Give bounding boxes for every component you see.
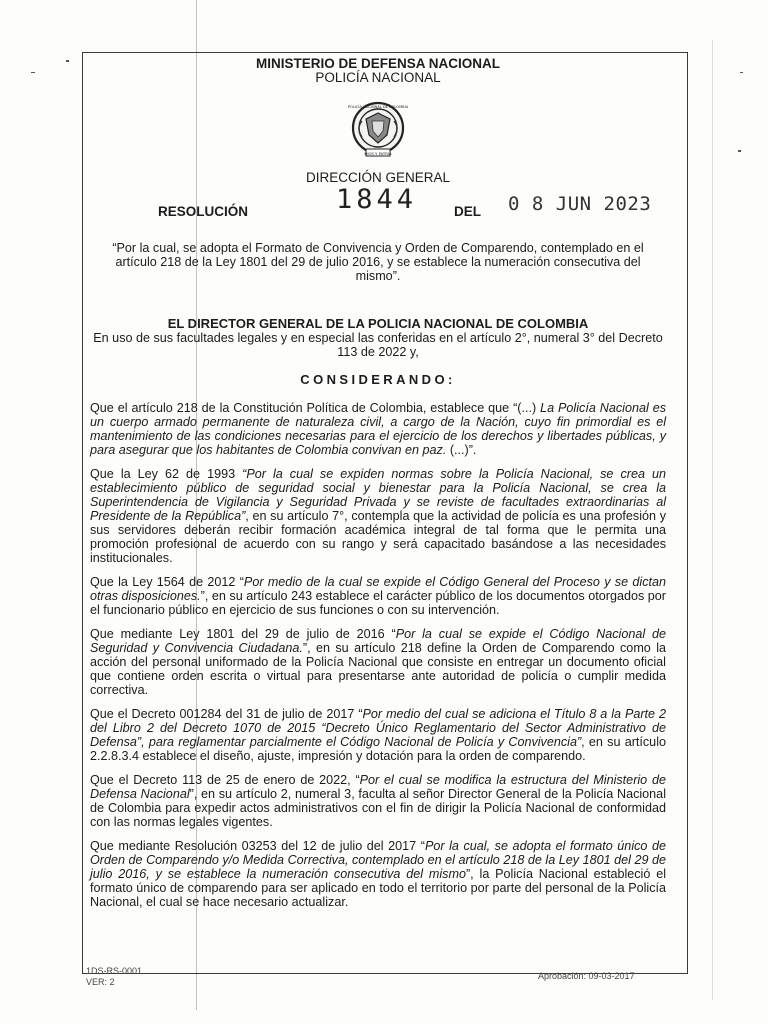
considerando-heading: CONSIDERANDO: [300, 372, 456, 387]
paragraph-text: Que el Decreto 113 de 25 de enero de 2022, “ [90, 773, 360, 787]
document-body [90, 55, 666, 909]
scan-speck [738, 150, 741, 152]
scan-artifact-line [712, 40, 713, 1000]
paragraph-text: ”, en su artículo 243 establece el carácter público de los documentos otorgados por el funcionario público en ejercicio de sus funciones o con su intervención. [90, 589, 666, 617]
paragraph-text: , en su artículo 7°, contempla que la actividad de policía es una profesión y sus servidores deberán recibir formación académica integral de tal forma que le permita una promoción profesional de acuerdo con su rango y será capacitado basándose a las necesidades institucionales. [90, 509, 666, 565]
paragraph-quote: Por medio del cual se adiciona el Título 8 a la Parte 2 del Libro 2 del Decreto 1070 de 2015 “Decreto Único Reglamentario del Sector Administrativo de Defensa”, para reglamentar parcialmente el Código Nacional de Policía y Convivencia” [90, 707, 666, 749]
form-code: 1DS-RS-0001 [86, 966, 143, 976]
form-version: VER: 2 [86, 977, 115, 987]
paragraph-quote: Por la cual se expide el Código Nacional de Seguridad y Convivencia Ciudadana. [90, 627, 666, 655]
ministry-title: MINISTERIO DE DEFENSA NACIONAL [255, 56, 500, 71]
paragraph-quote: Por el cual se modifica la estructura del Ministerio de Defensa Nacional [90, 773, 666, 801]
paragraph-quote: Por medio de la cual se expide el Código General del Proceso y se dictan otras disposiciones. [90, 575, 666, 603]
paragraph-text: Que el Decreto 001284 del 31 de julio de 2017 “ [90, 707, 363, 721]
paragraph-text: , en su artículo 2.2.8.3.4 establece el diseño, ajuste, impresión y dotación para la orden de comparendo. [90, 735, 666, 763]
scan-speck [31, 72, 35, 73]
paragraph-text: Que la Ley 1564 de 2012 “ [90, 575, 244, 589]
director-title: EL DIRECTOR GENERAL DE LA POLICIA NACIONAL DE COLOMBIA [167, 316, 589, 331]
police-seal-icon [342, 97, 414, 161]
paragraph [90, 773, 666, 829]
paragraph [90, 627, 666, 697]
paragraph-quote: Por la cual, se adopta el formato único de Orden de Comparendo y/o Medida Correctiva, contemplado en el artículo 218 de la Ley 1801 del 29 de julio 2016, y se establece la numeración consecutiva del mismo [90, 839, 666, 881]
policia-subtitle: POLICÍA NACIONAL [315, 70, 441, 85]
paragraph-text: ”, en su artículo 218 define la Orden de Comparendo como la acción del personal uniformado de la Policía Nacional que consiste en entregar un documento oficial que contiene orden escrita o virtual para presentarse ante autoridad de policía o cumplir medida correctiva. [90, 641, 666, 697]
resolution-subject: “Por la cual, se adopta el Formato de Convivencia y Orden de Comparendo, contemplado en el artículo 218 de la Ley 1801 del 29 de julio 2016, y se establece la numeración consecutiva del mismo”. [112, 241, 644, 283]
paragraph-text: ”, en su artículo 2, numeral 3, faculta al señor Director General de la Policía Nacional de Colombia para expedir actos administrativos con el fin de dirigir la Policía Nacional de conformidad con las normas legales vigentes. [90, 787, 666, 829]
paragraph-text: Que la Ley 62 de 1993 [90, 467, 243, 481]
seal-text: POLICÍA NACIONAL DE COLOMBIA [347, 105, 409, 109]
paragraph-text: Que el artículo 218 de la Constitución Política de Colombia, establece que “(...) [90, 401, 541, 415]
resolution-line [90, 184, 666, 227]
paragraph [90, 575, 666, 617]
resolution-number: 1844 [336, 184, 418, 215]
del-label: DEL [454, 204, 481, 219]
paragraph [90, 467, 666, 565]
paragraph-text: (...)”. [446, 443, 477, 457]
paragraph-text: ”, la Policía Nacional estableció el formato único de comparendo para ser aplicado en todo el territorio por parte del personal de la Policía Nacional, el cual se hace necesario actualizar. [90, 867, 666, 909]
paragraph-text: Que mediante Ley 1801 del 29 de julio de 2016 “ [90, 627, 396, 641]
paragraph [90, 839, 666, 909]
seal-motto: DIOS Y PATRIA [364, 151, 392, 156]
paragraph-text: Que mediante Resolución 03253 del 12 de julio del 2017 “ [90, 839, 425, 853]
scan-speck [740, 72, 743, 73]
resolution-label: RESOLUCIÓN [158, 204, 249, 219]
paragraph [90, 707, 666, 763]
facultades-text: En uso de sus facultades legales y en especial las conferidas en el artículo 2°, numeral 3° del Decreto 113 de 2022 y, [93, 331, 663, 359]
direccion-general: DIRECCIÓN GENERAL [305, 170, 451, 185]
scan-speck [66, 60, 69, 62]
paragraph-quote: “Por la cual se expiden normas sobre la Policía Nacional, se crea un establecimiento público de seguridad social y bienestar para la Policía Nacional, se crea la Superintendencia de Vigilancia y Seguridad Privada y se reviste de facultades extraordinarias al Presidente de la República” [90, 467, 666, 523]
resolution-date-stamp: 0 8 JUN 2023 [508, 193, 652, 215]
approval-date: Aprobación: 09-03-2017 [538, 971, 635, 981]
paragraph [90, 401, 666, 457]
paragraph-quote: La Policía Nacional es un cuerpo armado permanente de naturaleza civil, a cargo de la Nación, cuyo fin primordial es el mantenimiento de las condiciones necesarias para el ejercicio de los derechos y libertades públicas, y para asegurar que los habitantes de Colombia convivan en paz. [90, 401, 666, 457]
document-code [86, 966, 142, 988]
